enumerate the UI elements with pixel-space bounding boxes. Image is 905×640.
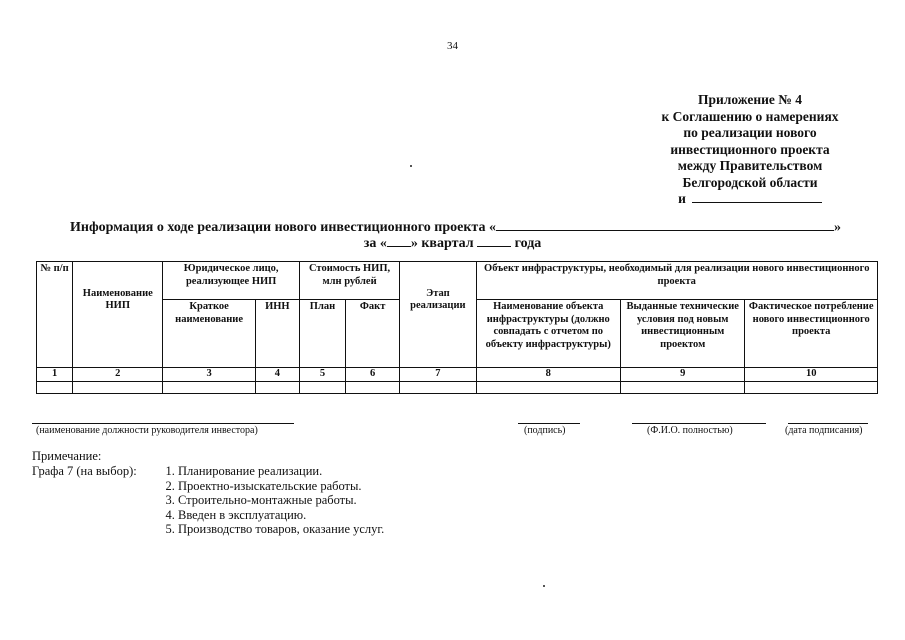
period-prefix: за « bbox=[363, 236, 387, 251]
col-header-consumption: Фактическое потребление нового инвестиционного проекта bbox=[745, 300, 878, 368]
table-cell[interactable] bbox=[400, 382, 476, 394]
stage-options-list bbox=[162, 464, 384, 537]
appendix-and: и bbox=[678, 191, 686, 206]
col-header-name: Наименование НИП bbox=[73, 262, 163, 368]
column-number: 10 bbox=[745, 368, 878, 382]
col-header-number: № п/п bbox=[37, 262, 73, 368]
period-suffix: года bbox=[514, 236, 542, 251]
table-cell[interactable] bbox=[346, 382, 400, 394]
appendix-header bbox=[640, 92, 860, 208]
col-header-infrastructure: Объект инфраструктуры, необходимый для реализации нового инвестиционного проекта bbox=[476, 262, 878, 300]
fio-signature-line[interactable] bbox=[632, 423, 766, 424]
note-title: Примечание: bbox=[32, 449, 102, 463]
column-number-row bbox=[37, 368, 878, 382]
position-label: (наименование должности руководителя инвестора) bbox=[36, 425, 258, 436]
page-number: 34 bbox=[447, 40, 458, 52]
scan-speck bbox=[410, 165, 412, 167]
appendix-party-line bbox=[640, 191, 860, 208]
table-cell[interactable] bbox=[476, 382, 621, 394]
appendix-title: Приложение № 4 bbox=[698, 92, 802, 107]
table-cell[interactable] bbox=[163, 382, 255, 394]
quarter-blank[interactable] bbox=[387, 234, 411, 247]
col-header-cost: Стоимость НИП, млн рублей bbox=[299, 262, 399, 300]
col-header-tech-conditions: Выданные технические условия под новым инвестиционным проектом bbox=[621, 300, 745, 368]
list-item: 2. Проектно-изыскательские работы. bbox=[178, 479, 384, 494]
appendix-line: инвестиционного проекта bbox=[670, 141, 830, 157]
table-cell[interactable] bbox=[621, 382, 745, 394]
column-number: 7 bbox=[400, 368, 476, 382]
report-table bbox=[36, 261, 878, 394]
party-blank-field[interactable] bbox=[692, 192, 822, 203]
col-header-stage: Этап реализации bbox=[400, 262, 476, 368]
appendix-line: Белгородской области bbox=[682, 174, 818, 190]
column-number: 8 bbox=[476, 368, 621, 382]
col-header-plan: План bbox=[299, 300, 345, 368]
period-line bbox=[0, 234, 905, 252]
position-signature-line[interactable] bbox=[32, 423, 294, 424]
column-number: 3 bbox=[163, 368, 255, 382]
table-cell[interactable] bbox=[73, 382, 163, 394]
year-blank[interactable] bbox=[477, 234, 511, 247]
list-item: 3. Строительно-монтажные работы. bbox=[178, 493, 384, 508]
signature-line[interactable] bbox=[518, 423, 580, 424]
list-item: 4. Введен в эксплуатацию. bbox=[178, 508, 384, 523]
appendix-line: по реализации нового bbox=[683, 125, 817, 140]
table-row bbox=[37, 382, 878, 394]
column-number: 1 bbox=[37, 368, 73, 382]
table-cell[interactable] bbox=[299, 382, 345, 394]
note-column-label: Графа 7 (на выбор): bbox=[32, 464, 137, 478]
heading-text: Информация о ходе реализации нового инвестиционного проекта « bbox=[70, 220, 496, 235]
col-header-short-name: Краткое наименование bbox=[163, 300, 255, 368]
table-cell[interactable] bbox=[745, 382, 878, 394]
appendix-line: к Соглашению о намерениях bbox=[661, 108, 839, 124]
table-cell[interactable] bbox=[37, 382, 73, 394]
list-item: 5. Производство товаров, оказание услуг. bbox=[178, 522, 384, 537]
column-number: 4 bbox=[255, 368, 299, 382]
col-header-infra-name: Наименование объекта инфраструктуры (должно совпадать с отчетом по объекту инфраструктуры) bbox=[476, 300, 621, 368]
date-signature-line[interactable] bbox=[788, 423, 868, 424]
signature-label: (подпись) bbox=[524, 425, 566, 436]
column-number: 6 bbox=[346, 368, 400, 382]
date-label: (дата подписания) bbox=[785, 425, 863, 436]
table-cell[interactable] bbox=[255, 382, 299, 394]
heading-close-quote: » bbox=[833, 220, 841, 235]
scan-speck bbox=[543, 585, 545, 587]
fio-label: (Ф.И.О. полностью) bbox=[647, 425, 733, 436]
col-header-inn: ИНН bbox=[255, 300, 299, 368]
col-header-fact: Факт bbox=[346, 300, 400, 368]
project-name-blank[interactable] bbox=[496, 218, 834, 231]
column-number: 9 bbox=[621, 368, 745, 382]
period-mid: » квартал bbox=[410, 236, 474, 251]
list-item: 1. Планирование реализации. bbox=[178, 464, 384, 479]
col-header-legal-entity: Юридическое лицо, реализующее НИП bbox=[163, 262, 299, 300]
appendix-line: между Правительством bbox=[677, 158, 823, 173]
column-number: 2 bbox=[73, 368, 163, 382]
column-number: 5 bbox=[299, 368, 345, 382]
